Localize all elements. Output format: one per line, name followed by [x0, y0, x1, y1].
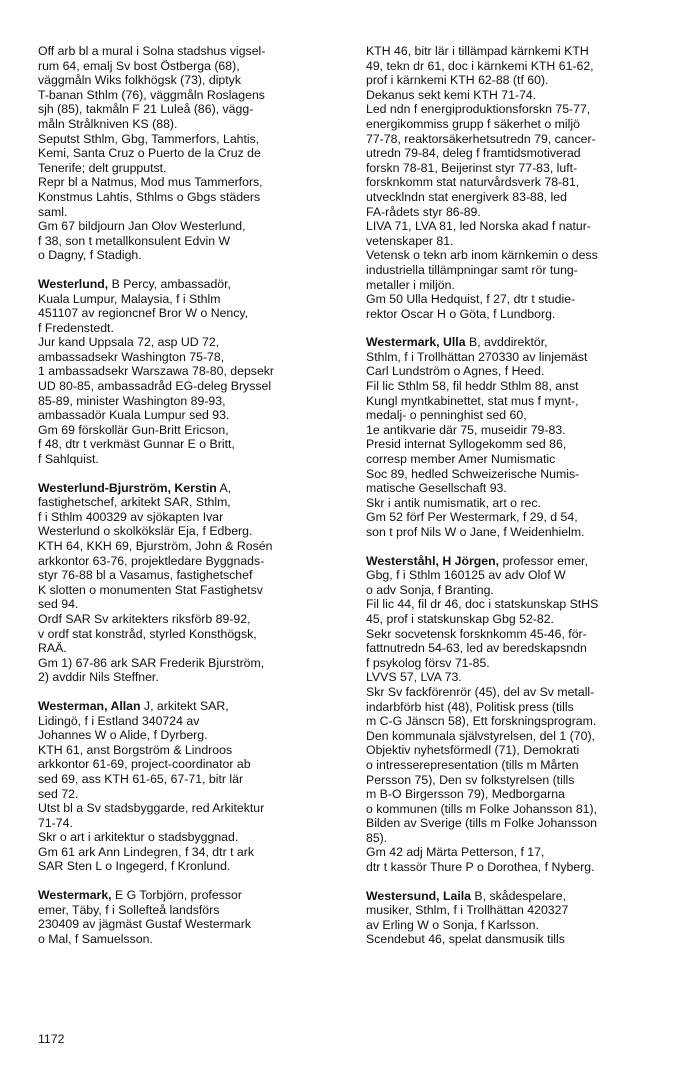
entry-line: Gm 42 adj Märta Petterson, f 17,	[366, 845, 545, 860]
entry-line: Gbg, f i Sthlm 160125 av adv Olof W	[366, 568, 566, 583]
entry-line: Soc 89, hedled Schweizerische Numis-	[366, 466, 580, 481]
entry-line: Kemi, Santa Cruz o Puerto de la Cruz de	[38, 146, 261, 161]
entry-line: Dekanus sekt kemi KTH 71-74.	[366, 87, 537, 102]
entry-line: ambassadör Kuala Lumpur sed 93.	[38, 408, 230, 423]
entry-line: 45, prof i statskunskap Gbg 52-82.	[366, 611, 554, 626]
entry-line: Jur kand Uppsala 72, asp UD 72,	[38, 335, 220, 350]
entry-line: ambassadsekr Washington 75-78,	[38, 349, 225, 364]
entry-name: Westersund, Laila	[366, 888, 472, 903]
entry-line: 85).	[366, 830, 388, 845]
entry-line: forskn 78-81, Beijerinst styr 77-83, luft-	[366, 160, 578, 175]
left-column	[38, 44, 346, 960]
entry-line: Scendebut 46, spelat dansmusik tills	[366, 932, 565, 947]
entry-line: Den kommunala självstyrelsen, del 1 (70),	[366, 728, 595, 743]
entry-line: son t prof Nils W o Jane, f Weidenhielm.	[366, 525, 585, 539]
entry-line: 77-78, reaktorsäkerhetsutredn 79, cancer-	[366, 131, 596, 146]
entry-name: Westerman, Allan	[38, 698, 141, 713]
entry-line: Gm 50 Ulla Hedquist, f 27, dtr t studie-	[366, 292, 576, 307]
entry-line: av Erling W o Sonja, f Karlsson.	[366, 917, 539, 932]
entry-line: indarbförb hist (48), Politisk press (tills	[366, 699, 574, 714]
entry-line: Kuala Lumpur, Malaysia, f i Sthlm	[38, 291, 221, 306]
entry-line: Persson 75), Den sv folkstyrelsen (tills	[366, 772, 575, 787]
entry-line: m B-O Birgersson 79), Medborgarna	[366, 787, 565, 802]
entry-name: Westermark, Ulla	[366, 335, 466, 350]
entry-line: 1e antikvarie där 75, museidir 79-83.	[366, 422, 566, 437]
entry-line: rum 64, emalj Sv bost Östberga (68),	[38, 58, 240, 73]
entry-line: sed 94.	[38, 597, 79, 612]
entry-line: energikommiss grupp f säkerhet o miljö	[366, 116, 580, 131]
entry-name: Westerståhl, H Jörgen,	[366, 553, 500, 568]
entry-line: Kungl myntkabinettet, stat mus f mynt-,	[366, 393, 579, 408]
entry-line: fastighetschef, arkitekt SAR, Sthlm,	[38, 495, 231, 510]
entry-name: Westermark,	[38, 888, 112, 903]
entry-line: 230409 av jägmäst Gustaf Westermark	[38, 917, 252, 932]
entry-line: UD 80-85, ambassadråd EG-deleg Bryssel	[38, 379, 272, 394]
entry-line: saml.	[38, 204, 68, 219]
entry-line: o kommunen (tills m Folke Johansson 81),	[366, 801, 598, 816]
entry-heading-rest: E G Torbjörn, professor	[111, 888, 242, 903]
entry-heading-rest: professor emer,	[499, 553, 588, 568]
entry-line: LIVA 71, LVA 81, led Norska akad f natur-	[366, 219, 591, 234]
entry-line: vetenskaper 81.	[366, 233, 454, 248]
entry-line: Presid internat Sylloge​komm sed 86,	[366, 437, 567, 452]
entry-line: RAÄ.	[38, 641, 67, 656]
entry-line: Gm 67 bildjourn Jan Olov Westerlund,	[38, 219, 246, 234]
entry-line: emer, Täby, f i Sollefteå landsförs	[38, 902, 220, 917]
entry-line: Johannes W o Alide, f Dyrberg.	[38, 728, 208, 743]
entry-line: v ordf stat konstråd, styrled Konsthögsk,	[38, 626, 257, 641]
entry-line: 451107 av regioncnef Bror W o Nency,	[38, 306, 249, 321]
entry-line: Repr bl a Natmus, Mod mus Tammerfors,	[38, 175, 263, 190]
entry-line: musiker, Sthlm, f i Trollhättan 420327	[366, 903, 569, 918]
entry-line: sed 69, ass KTH 61-65, 67-71, bitr lär	[38, 771, 244, 786]
entry-westerlund-bjurstrom	[38, 481, 346, 685]
entry-line: Bilden av Sverige (tills m Folke Johansson	[366, 816, 598, 831]
entry-heading-line	[38, 277, 346, 292]
entry-westerlund-percy	[38, 277, 346, 467]
entry-line: Tenerife; delt gruppu​tst.	[38, 160, 167, 175]
entry-line: arkkontor 61-69, project-coordinator ab	[38, 757, 251, 772]
entry-line: Fil lic Sthlm 58, fil heddr Sthlm 88, anst	[366, 379, 579, 394]
entry-line: K slotten o monumenten Stat Fastighetsv	[38, 582, 263, 597]
entry-line: Konstmus Lahtis, Sthlms o Gbgs städers	[38, 189, 261, 204]
entry-line: Lidingö, f i Estland 340724 av	[38, 713, 200, 728]
entry-line: arkkontor 63-76, projektledare Byggnads-	[38, 553, 265, 568]
entry-line: corresp member Amer Numismatic	[366, 452, 556, 467]
entry-heading-rest: B, skådespelare,	[471, 888, 567, 903]
entry-line: 2) avddir Nils Steffner.	[38, 670, 159, 685]
entry-line: väggmåln Wiks folkhögsk (73), diptyk	[38, 73, 241, 88]
entry-heading-line	[38, 888, 346, 903]
entry-line: Fil lic 44, fil dr 46, doc i statskunskap StHS	[366, 597, 599, 612]
entry-line: Gm 61 ark Ann Lindegren, f 34, dtr t ark	[38, 844, 254, 859]
entry-line: T-banan Sthlm (76), väggmåln Roslagens	[38, 87, 265, 102]
entry-westerstahl-jorgen	[366, 554, 674, 875]
entry-line: fattnutredn 54-63, led av beredskapsndn	[366, 641, 587, 656]
entry-line: Sthlm, f i Trollhättan 270330 av linjemäst	[366, 349, 588, 364]
entry-heading-line	[366, 335, 674, 350]
entry-line: dtr t kassör Thure P o Dorothea, f Nyberg.	[366, 860, 595, 875]
entry-line: prof i kärnkemi KTH 62-88 (tf 60).	[366, 73, 549, 88]
entry-westerman-allan	[38, 699, 346, 874]
entry-line: Off arb bl a mural i Solna stadshus vigsel-	[38, 44, 266, 58]
entry-line: o Dagny, f Stadigh.	[38, 248, 142, 263]
entry-line: utvecklndn stat energiverk 83-88, led	[366, 189, 567, 204]
entry-line: m C-G Jänscn 58), Ett forskningsprogram.	[366, 714, 597, 729]
entry-line: f 48, dtr t verkmäst Gunnar E o Britt,	[38, 437, 235, 452]
entry-line: Gm 52 förf Per Westermark, f 29, d 54,	[366, 510, 578, 525]
entry-heading-rest: J, arkitekt SAR,	[140, 698, 229, 713]
right-column	[366, 44, 674, 961]
entry-continued-text	[366, 44, 674, 321]
entry-line: Westerlund o skolkökslär Eja, f Edberg.	[38, 524, 253, 539]
entry-name: Westerlund-Bjurström, Kerstin	[38, 480, 217, 495]
entry-heading-line	[366, 889, 674, 904]
entry-heading-line	[38, 481, 346, 496]
entry-line: metaller i miljön.	[366, 277, 455, 292]
entry-line: Seputst Sthlm, Gbg, Tammerfors, Lahtis,	[38, 131, 260, 146]
entry-line: o Mal, f Samuelsson.	[38, 931, 153, 946]
entry-line: Carl Lundström o Agnes, f Heed.	[366, 364, 545, 379]
entry-line: KTH 61, anst Borgström & Lindroos	[38, 742, 233, 757]
entry-heading-rest: B, avddirektör,	[465, 335, 548, 350]
entry-line: LVVS 57, LVA 73.	[366, 670, 462, 685]
entry-line: 49, tekn dr 61, doc i kärnkemi KTH 61-62,	[366, 58, 594, 73]
entry-line: Vetensk o tekn arb inom kärnkemin o dess	[366, 248, 598, 263]
entry-line: måln Strålkniven KS (88).	[38, 116, 178, 131]
page-number: 1172	[38, 1032, 65, 1046]
entry-line: 71-74.	[38, 815, 73, 830]
entry-heading-rest: B Percy, ambassadör,	[108, 276, 231, 291]
entry-line: forsknkomm stat naturvårdsverk 78-81,	[366, 175, 580, 190]
entry-heading-line	[366, 554, 674, 569]
entry-line: f i Sthlm 400329 av sjökapten Ivar	[38, 509, 224, 524]
entry-name: Westerlund,	[38, 276, 109, 291]
entry-line: Skr i antik numismatik, art o rec.	[366, 495, 541, 510]
entry-line: Gm 69 förskollär Gun-Britt Ericson,	[38, 422, 229, 437]
entry-heading-rest: A,	[216, 480, 232, 495]
entry-line: f Sahlquist.	[38, 452, 99, 467]
entry-line: Objektiv nyhetsförmedl (71), Demokrati	[366, 743, 580, 758]
entry-line: KTH 46, bitr lär i tillämpad kärnkemi KTH	[366, 44, 589, 58]
entry-westersund-laila	[366, 889, 674, 947]
entry-line: industriella tillämpningar samt rör tung-	[366, 262, 578, 277]
entry-line: Sekr socvetensk forsknkomm 45-46, för-	[366, 626, 587, 641]
entry-line: styr 76-88 bl a Vasamus, fastighetschef	[38, 568, 253, 583]
entry-continued-text	[38, 44, 346, 263]
entry-line: SAR Sten L o Ingegerd, f Kronlund.	[38, 859, 231, 874]
entry-line: sed 72.	[38, 786, 79, 801]
entry-line: 1 ambassadsekr Warszawa 78-80, depsekr	[38, 364, 275, 379]
entry-line: Skr Sv fackförenrör (45), del av Sv metall-	[366, 684, 595, 699]
entry-line: Ordf SAR Sv arkitekters riksförb 89-92,	[38, 611, 251, 626]
entry-line: matische Gesellschaft 93.	[366, 481, 507, 496]
entry-line: utredn 79-84, deleg f framtidsmotiverad	[366, 146, 581, 161]
entry-line: medalj- o penninghist sed 60,	[366, 408, 527, 423]
entry-line: f psykolog försv 71-85.	[366, 655, 490, 670]
entry-westermark-ulla	[366, 335, 674, 539]
entry-line: o intresserepresentation (tills m Mårten	[366, 757, 579, 772]
entry-line: sjh (85), takmåln F 21 Luleå (86), vägg-	[38, 102, 254, 117]
entry-heading-line	[38, 699, 346, 714]
entry-line: KTH 64, KKH 69, Bjurström, John & Rosén	[38, 539, 273, 553]
entry-line: o adv Sonja, f Branting.	[366, 582, 494, 597]
entry-line: f 38, son t metallkonsulent Edvin W	[38, 233, 231, 248]
entry-westermark-torbjorn	[38, 888, 346, 946]
entry-line: Gm 1) 67-86 ark SAR Frederik Bjurström,	[38, 655, 265, 670]
entry-line: rektor Oscar H o Göta, f Lundborg.	[366, 306, 556, 321]
entry-line: 85-89, minister Washington 89-93,	[38, 393, 226, 408]
entry-line: f Fredenstedt.	[38, 320, 114, 335]
entry-line: FA-rådets styr 86-89.	[366, 204, 481, 219]
entry-line: Skr o art i arkitektur o stadsbyggnad.	[38, 830, 239, 845]
entry-line: Led ndn f energiproduktionsforskn 75-77,	[366, 102, 591, 117]
entry-line: Utst bl a Sv stadsbyggarde, red Arkitektur	[38, 801, 265, 816]
